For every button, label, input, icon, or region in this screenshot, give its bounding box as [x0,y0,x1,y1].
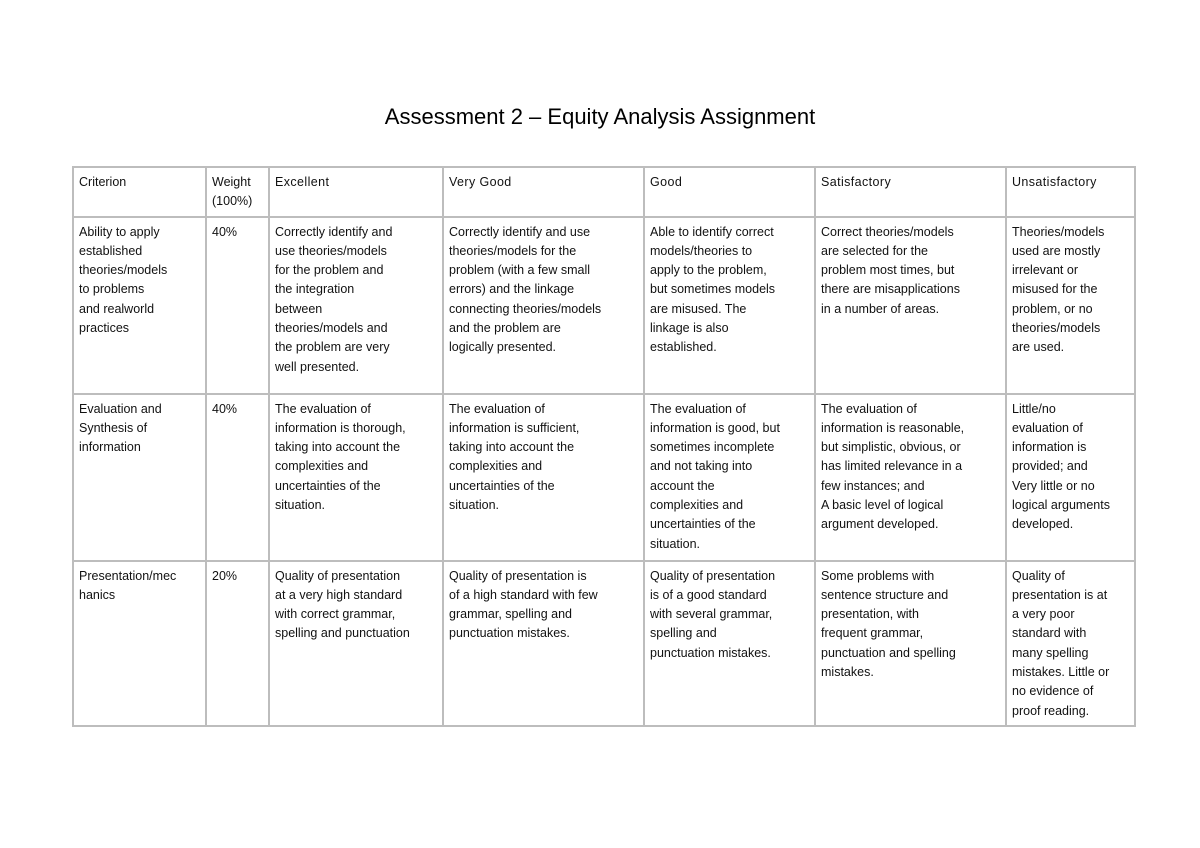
very-good-cell: Quality of presentation is of a high standard with few grammar, spelling and punctuation mistakes. [443,561,644,726]
very-good-cell: The evaluation of information is sufficient, taking into account the complexities and uncertainties of the situation. [443,394,644,561]
unsatisfactory-cell: Little/no evaluation of information is provided; and Very little or no logical arguments developed. [1006,394,1135,561]
excellent-cell: The evaluation of information is thorough, taking into account the complexities and uncertainties of the situation. [269,394,443,561]
weight-cell: 40% [206,217,269,394]
rubric-table [72,166,1136,727]
satisfactory-cell: Some problems with sentence structure and presentation, with frequent grammar, punctuation and spelling mistakes. [815,561,1006,726]
good-cell: The evaluation of information is good, but sometimes incomplete and not taking into account the complexities and uncertainties of the situation. [644,394,815,561]
header-excellent: Excellent [269,167,443,217]
weight-cell: 20% [206,561,269,726]
excellent-cell: Correctly identify and use theories/models for the problem and the integration between theories/models and the problem are very well presented. [269,217,443,394]
very-good-cell: Correctly identify and use theories/models for the problem (with a few small errors) and the linkage connecting theories/models and the problem are logically presented. [443,217,644,394]
header-very-good: Very Good [443,167,644,217]
satisfactory-cell: Correct theories/models are selected for the problem most times, but there are misapplications in a number of areas. [815,217,1006,394]
good-cell: Able to identify correct models/theories to apply to the problem, but sometimes models are misused. The linkage is also established. [644,217,815,394]
header-unsatisfactory: Unsatisfactory [1006,167,1135,217]
header-good: Good [644,167,815,217]
unsatisfactory-cell: Theories/models used are mostly irrelevant or misused for the problem, or no theories/models are used. [1006,217,1135,394]
criterion-cell: Presentation/mec hanics [73,561,206,726]
table-row [73,561,1135,726]
criterion-cell: Evaluation and Synthesis of information [73,394,206,561]
good-cell: Quality of presentation is of a good standard with several grammar, spelling and punctuation mistakes. [644,561,815,726]
unsatisfactory-cell: Quality of presentation is at a very poor standard with many spelling mistakes. Little or no evidence of proof reading. [1006,561,1135,726]
header-satisfactory: Satisfactory [815,167,1006,217]
header-row [73,167,1135,217]
page-title: Assessment 2 – Equity Analysis Assignment [384,104,816,129]
weight-cell: 40% [206,394,269,561]
table-row [73,217,1135,394]
header-criterion: Criterion [73,167,206,217]
table-row [73,394,1135,561]
satisfactory-cell: The evaluation of information is reasonable, but simplistic, obvious, or has limited relevance in a few instances; and A basic level of logical argument developed. [815,394,1006,561]
criterion-cell: Ability to apply established theories/models to problems and realworld practices [73,217,206,394]
excellent-cell: Quality of presentation at a very high standard with correct grammar, spelling and punctuation [269,561,443,726]
header-weight: Weight (100%) [206,167,269,217]
